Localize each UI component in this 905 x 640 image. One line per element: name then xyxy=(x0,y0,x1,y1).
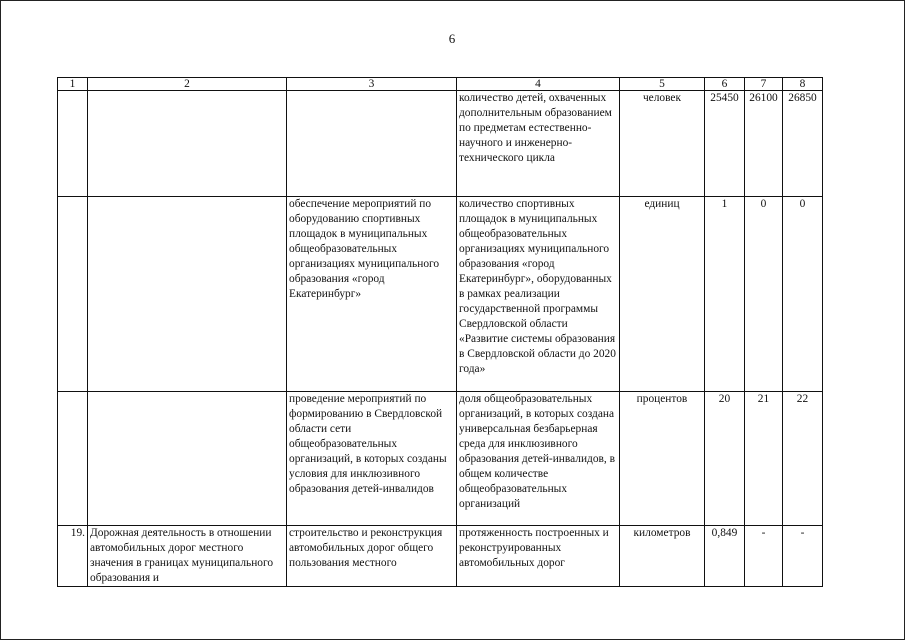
activity-cell xyxy=(88,91,287,197)
table-row xyxy=(58,91,823,197)
value-cell-8: 22 xyxy=(783,392,823,526)
unit-cell: процентов xyxy=(620,392,705,526)
measure-cell: строительство и реконструкция автомобильных дорог общего пользования местного xyxy=(287,526,457,587)
value-cell-7: 21 xyxy=(745,392,783,526)
page-number: 6 xyxy=(448,31,456,46)
activity-cell xyxy=(88,197,287,392)
value-cell-6: 1 xyxy=(705,197,745,392)
unit-cell: километров xyxy=(620,526,705,587)
column-header: 7 xyxy=(745,78,783,91)
unit-cell: единиц xyxy=(620,197,705,392)
measure-cell: проведение мероприятий по формированию в Свердловской области сети общеобразовательных организаций, в которых созданы условия для инклюзивного образования детей-инвалидов xyxy=(287,392,457,526)
measure-cell xyxy=(287,91,457,197)
column-header: 5 xyxy=(620,78,705,91)
value-cell-8: 0 xyxy=(783,197,823,392)
column-header: 6 xyxy=(705,78,745,91)
row-number xyxy=(58,197,88,392)
activity-cell xyxy=(88,392,287,526)
value-cell-8: - xyxy=(783,526,823,587)
column-header: 3 xyxy=(287,78,457,91)
row-number xyxy=(58,91,88,197)
value-cell-6: 0,849 xyxy=(705,526,745,587)
document-table xyxy=(57,77,823,587)
column-header: 2 xyxy=(88,78,287,91)
column-header: 4 xyxy=(457,78,620,91)
value-cell-7: - xyxy=(745,526,783,587)
indicator-cell: протяженность построенных и реконструированных автомобильных дорог xyxy=(457,526,620,587)
unit-cell: человек xyxy=(620,91,705,197)
indicator-cell: количество спортивных площадок в муниципальных общеобразовательных организациях муниципального образования «город Екатеринбург», оборудованных в рамках реализации государственной программы Свердловской области «Развитие системы образования в Свердловской области до 2020 года» xyxy=(457,197,620,392)
activity-cell: Дорожная деятельность в отношении автомобильных дорог местного значения в границах муниципального образования и xyxy=(88,526,287,587)
table-header-row xyxy=(58,78,823,91)
value-cell-7: 0 xyxy=(745,197,783,392)
table-row xyxy=(58,197,823,392)
table-row xyxy=(58,392,823,526)
row-number xyxy=(58,392,88,526)
value-cell-8: 26850 xyxy=(783,91,823,197)
value-cell-7: 26100 xyxy=(745,91,783,197)
measure-cell: обеспечение мероприятий по оборудованию спортивных площадок в муниципальных общеобразовательных организациях муниципального образования «город Екатеринбург» xyxy=(287,197,457,392)
table-row xyxy=(58,526,823,587)
value-cell-6: 20 xyxy=(705,392,745,526)
value-cell-6: 25450 xyxy=(705,91,745,197)
indicator-cell: количество детей, охваченных дополнительным образованием по предметам естественно-научного и инженерно-технического цикла xyxy=(457,91,620,197)
indicator-cell: доля общеобразовательных организаций, в которых создана универсальная безбарьерная среда для инклюзивного образования детей-инвалидов, в общем количестве общеобразовательных организаций xyxy=(457,392,620,526)
row-number: 19. xyxy=(58,526,88,587)
column-header: 1 xyxy=(58,78,88,91)
column-header: 8 xyxy=(783,78,823,91)
